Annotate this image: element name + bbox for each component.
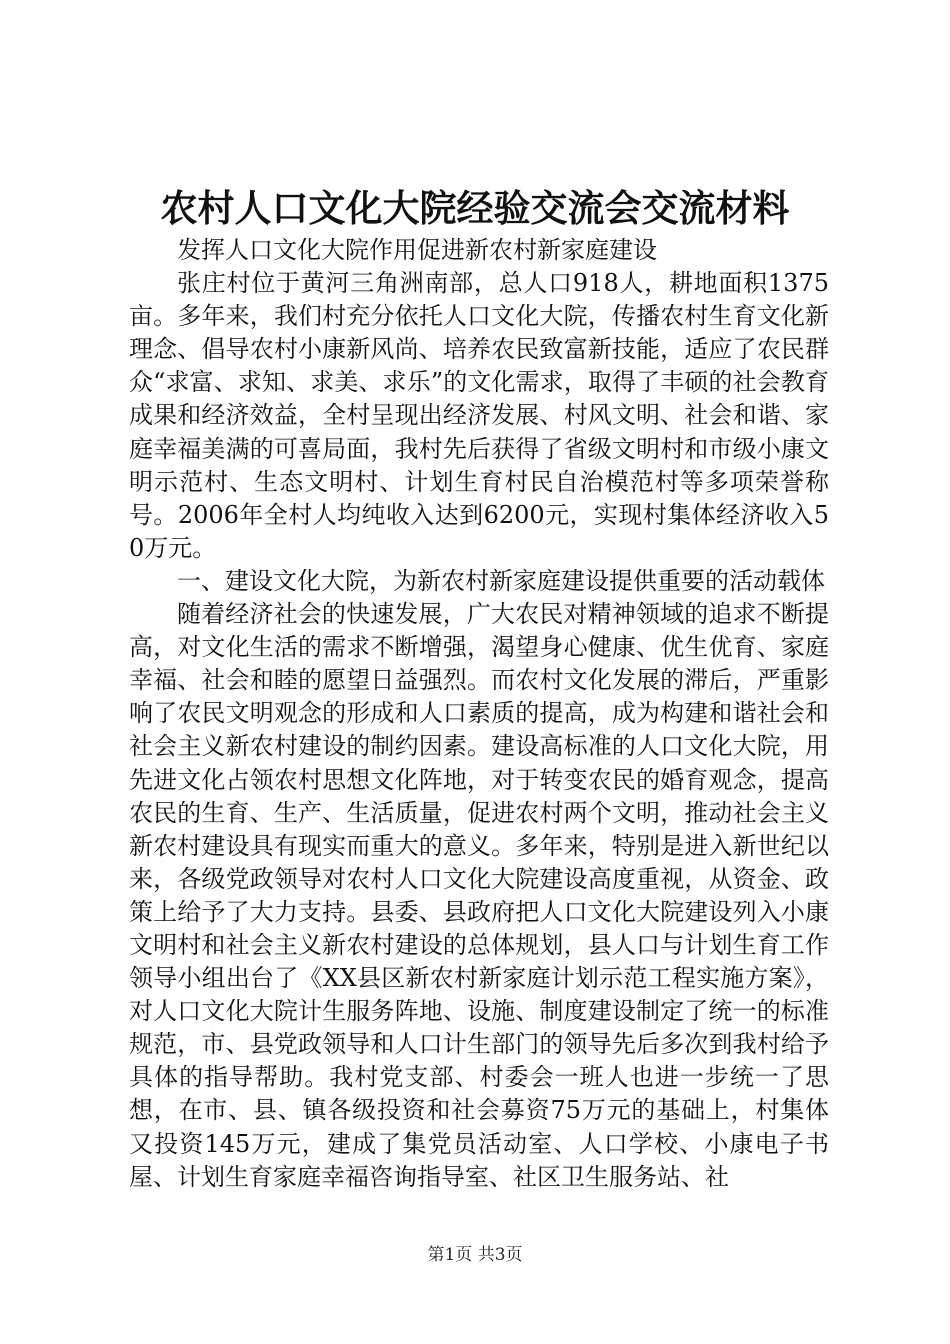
body-paragraph: 张庄村位于黄河三角洲南部，总人口918人，耕地面积1375亩。多年来，我们村充分依托人口文化大院，传播农村生育文化新理念、倡导农村小康新风尚、培养农民致富新技能，适应了农民群众“求富、求知、求美、求乐”的文化需求，取得了丰硕的社会教育成果和经济效益，全村呈现出经济发展、村风文明、社会和谐、家庭幸福美满的可喜局面，我村先后获得了省级文明村和市级小康文明示范村、生态文明村、计划生育村民自治模范村等多项荣誉称号。2006年全村人均纯收入达到6200元，实现村集体经济收入50万元。: [129, 269, 829, 562]
document-title: 农村人口文化大院经验交流会交流材料: [160, 186, 790, 230]
page-number-footer: 第1页 共3页: [427, 1245, 523, 1265]
body-paragraph: 随着经济社会的快速发展，广大农民对精神领域的追求不断提高，对文化生活的需求不断增强，渴望身心健康、优生优育、家庭幸福、社会和睦的愿望日益强烈。而农村文化发展的滞后，严重影响了农民文明观念的形成和人口素质的提高，成为构建和谐社会和社会主义新农村建设的制约因素。建设高标准的人口文化大院，用先进文化占领农村思想文化阵地，对于转变农民的婚育观念，提高农民的生育、生产、生活质量，促进农村两个文明，推动社会主义新农村建设具有现实而重大的意义。多年来，特别是进入新世纪以来，各级党政领导对农村人口文化大院建设高度重视，从资金、政策上给予了大力支持。县委、县政府把人口文化大院建设列入小康文明村和社会主义新农村建设的总体规划，县人口与计划生育工作领导小组出台了《XX县区新农村新家庭计划示范工程实施方案》，对人口文化大院计生服务阵地、设施、制度建设制定了统一的标准规范，市、县党政领导和人口计生部门的领导先后多次到我村给予具体的指导帮助。我村党支部、村委会一班人也进一步统一了思想，在市、县、镇各级投资和社会募资75万元的基础上，村集体又投资145万元，建成了集党员活动室、人口学校、小康电子书屋、计划生育家庭幸福咨询指导室、社区卫生服务站、社: [129, 600, 829, 1191]
subtitle-paragraph: 发挥人口文化大院作用促进新农村新家庭建设: [177, 236, 657, 264]
section-heading-paragraph: 一、建设文化大院，为新农村新家庭建设提供重要的活动载体: [177, 566, 825, 595]
document-body: [129, 234, 829, 1194]
